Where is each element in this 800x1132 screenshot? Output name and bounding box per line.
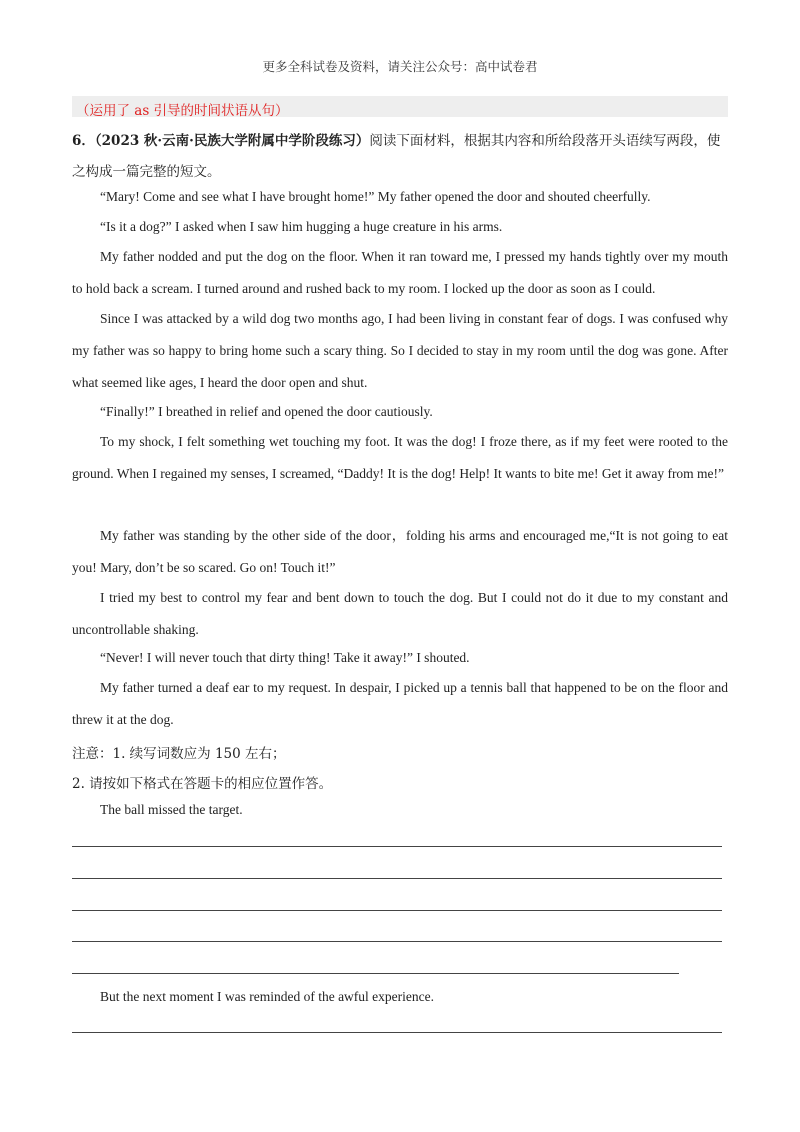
answer-line[interactable] bbox=[72, 910, 722, 911]
prompt-first: The ball missed the target. bbox=[100, 802, 243, 817]
paragraph-10: My father turned a deaf ear to my request. In despair, I picked up a tennis ball that happened to be on the floor and threw it at the dog. bbox=[72, 680, 728, 727]
question-instruction: 阅读下面材料，根据其内容和所给段落开头语续写两段，使之构成一篇完整的短文。 bbox=[72, 133, 721, 180]
paragraph-6: To my shock, I felt something wet touching my foot. It was the dog! I froze there, as if my feet were rooted to the ground. When I regained my senses, I screamed, “Daddy! It is the dog! Help! It wants to bite me! Get it away from me!” bbox=[72, 434, 728, 481]
paragraph-9: “Never! I will never touch that dirty thing! Take it away!” I shouted. bbox=[100, 650, 470, 665]
question-number: 6． bbox=[72, 133, 95, 149]
question-heading bbox=[72, 126, 728, 188]
paragraph-1: “Mary! Come and see what I have brought home!” My father opened the door and shouted cheerfully. bbox=[100, 189, 651, 204]
note-line-1: 注意：1. 续写词数应为 150 左右； bbox=[72, 746, 286, 762]
question-source: （2023 秋·云南·民族大学附属中学阶段练习） bbox=[94, 133, 370, 149]
highlight-text: （运用了 as 引导的时间状语从句） bbox=[76, 103, 289, 119]
paragraph-3: My father nodded and put the dog on the floor. When it ran toward me, I pressed my hands tightly over my mouth to hold back a scream. I turned around and rushed back to my room. I locked up the door as soon as I could. bbox=[72, 249, 728, 296]
prompt-second: But the next moment I was reminded of the awful experience. bbox=[100, 989, 435, 1004]
paragraph-8: I tried my best to control my fear and bent down to touch the dog. But I could not do it due to my constant and uncontrollable shaking. bbox=[72, 590, 728, 637]
paragraph-5: “Finally!” I breathed in relief and opened the door cautiously. bbox=[100, 404, 433, 419]
answer-line[interactable] bbox=[72, 941, 722, 942]
answer-line[interactable] bbox=[72, 878, 722, 879]
answer-line[interactable] bbox=[72, 973, 679, 974]
paragraph-7: My father was standing by the other side of the door，folding his arms and encouraged me,“It is not going to eat you! Mary, don’t be so scared. Go on! Touch it!” bbox=[72, 528, 728, 575]
answer-line[interactable] bbox=[72, 846, 722, 847]
note-line-2: 2. 请按如下格式在答题卡的相应位置作答。 bbox=[72, 776, 333, 792]
paragraph-2: “Is it a dog?” I asked when I saw him hugging a huge creature in his arms. bbox=[100, 219, 503, 234]
answer-line[interactable] bbox=[72, 1032, 722, 1033]
page-header: 更多全科试卷及资料，请关注公众号：高中试卷君 bbox=[262, 59, 538, 74]
paragraph-4: Since I was attacked by a wild dog two months ago, I had been living in constant fear of dogs. I was confused why my father was so happy to bring home such a scary thing. So I decided to stay in my room until the dog was gone. After what seemed like ages, I heard the door open and shut. bbox=[72, 311, 728, 390]
